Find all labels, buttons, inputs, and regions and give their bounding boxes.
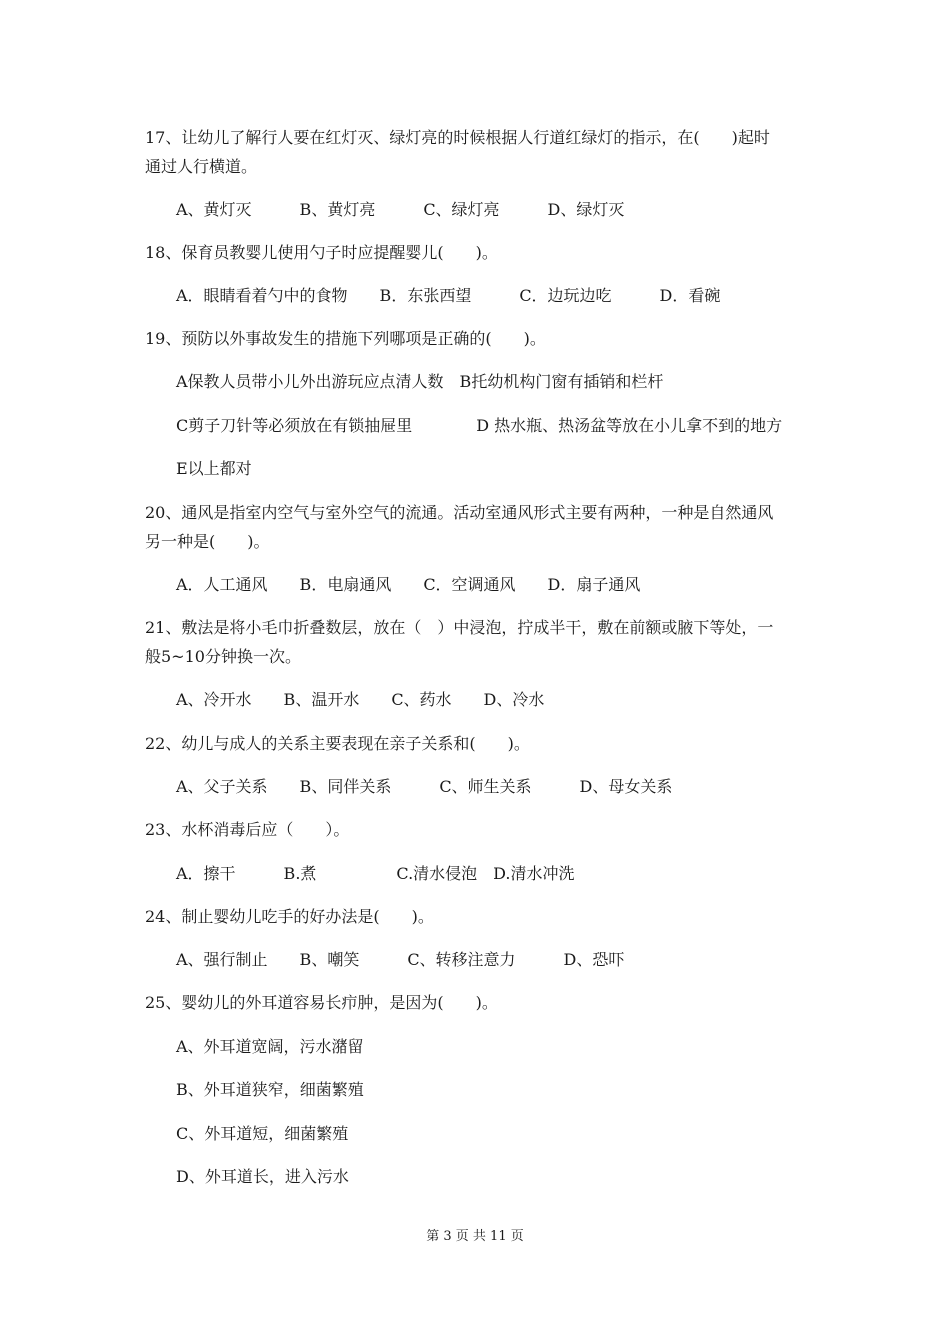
question-24-line-1: 24、制止婴幼儿吃手的好办法是( )。 (145, 907, 434, 926)
question-19-option-line-1: A保教人员带小儿外出游玩应点清人数 B托幼机构门窗有插销和栏杆 (176, 372, 664, 391)
question-21-options: A、冷开水 B、温开水 C、药水 D、冷水 (176, 690, 545, 709)
question-19-option-line-3: E以上都对 (176, 459, 252, 478)
question-20-line-1: 20、通风是指室内空气与室外空气的流通。活动室通风形式主要有两种，一种是自然通风 (145, 503, 774, 522)
question-17-options: A、黄灯灭 B、黄灯亮 C、绿灯亮 D、绿灯灭 (176, 200, 625, 219)
question-19-option-line-2: C剪子刀针等必须放在有锁抽屉里 D 热水瓶、热汤盆等放在小儿拿不到的地方 (176, 416, 783, 435)
question-19-line-1: 19、预防以外事故发生的措施下列哪项是正确的( )。 (145, 329, 546, 348)
question-18-options: A．眼睛看着勺中的食物 B．东张西望 C．边玩边吃 D．看碗 (176, 286, 721, 305)
question-23-line-1: 23、水杯消毒后应（ ）。 (145, 820, 350, 839)
question-25-option-c: C、外耳道短，细菌繁殖 (176, 1124, 349, 1143)
question-17-line-2: 通过人行横道。 (145, 157, 258, 176)
question-25-option-d: D、外耳道长，进入污水 (176, 1167, 349, 1186)
question-24-options: A、强行制止 B、嘲笑 C、转移注意力 D、恐吓 (176, 950, 625, 969)
question-25-option-b: B、外耳道狭窄，细菌繁殖 (176, 1080, 364, 1099)
question-22-line-1: 22、幼儿与成人的关系主要表现在亲子关系和( )。 (145, 734, 530, 753)
question-25-line-1: 25、婴幼儿的外耳道容易长疖肿，是因为( )。 (145, 993, 498, 1012)
question-17-line-1: 17、让幼儿了解行人要在红灯灭、绿灯亮的时候根据人行道红绿灯的指示，在( )起时 (145, 128, 770, 147)
page-number-footer: 第 3 页 共 11 页 (426, 1229, 524, 1244)
question-18-line-1: 18、保育员教婴儿使用勺子时应提醒婴儿( )。 (145, 243, 498, 262)
question-23-options: A．擦干 B.煮 C.清水侵泡 D.清水冲洗 (176, 864, 575, 883)
question-21-line-1: 21、敷法是将小毛巾折叠数层，放在（ ）中浸泡，拧成半干，敷在前额或腋下等处，一 (145, 618, 774, 637)
question-20-line-2: 另一种是( )。 (145, 532, 270, 551)
question-21-line-2: 般5~10分钟换一次。 (145, 647, 301, 666)
question-22-options: A、父子关系 B、同伴关系 C、师生关系 D、母女关系 (176, 777, 673, 796)
question-25-option-a: A、外耳道宽阔，污水潴留 (176, 1037, 364, 1056)
question-20-options: A．人工通风 B．电扇通风 C．空调通风 D．扇子通风 (176, 575, 641, 594)
